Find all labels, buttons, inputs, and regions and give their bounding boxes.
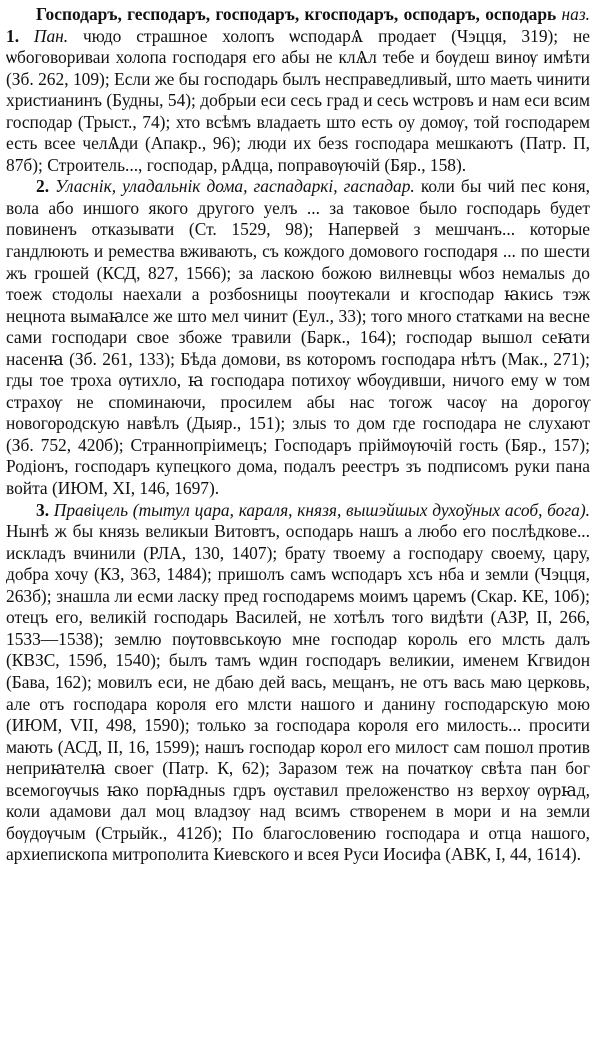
- entry-headword: Господаръ, геcподаръ, господаръ, кгосподаръ, осподаръ, осподарь: [36, 4, 557, 24]
- sense-number-3: 3.: [36, 499, 50, 520]
- sense-gloss-3: Правіцель (тытул цара, караля, князя, вышэйшых духоўных асоб, бога).: [53, 499, 590, 520]
- entry-sense-2: [6, 176, 590, 499]
- entry-sense-1: [6, 4, 590, 176]
- entry-sense-3: [6, 500, 590, 866]
- grammar-label: наз.: [561, 4, 590, 24]
- sense-text-2: коли бы чий пес коня, вола або иншого якого другого уелъ ... за таковое было господарь будет повиненъ отказывати (Ст. 1529, 98); Напервей з мешчанъ... которые гандлюють и ремества вживають, съ кождого домового господаря ... по шести жъ грошей (КСД, 827, 1566); за ласкою божою вилневцы ѡбоз немалыѕ до тоеж стодолы наехали а розбоѕницы поѹтекали и кгосподар ꙗкись тэж нецнота вымаꙗлсе же што мел чинит (Еул., 33); того много статками на весне сами господари свое збоже травили (Барк., 164); господар вышол сеꙗти насенꙗ (Зб. 261, 133); Бѣда домови, вѕ которомъ господара нѣтъ (Мак., 271); гды тое троха ѹтихло, ꙗ господара потихѹ ѡбѹдивши, ничого ему ѡ том страхѹ не споминаючи, просилем абы нас тогож часѹ на дорогѹ новогородскую навѣлъ (Дыяр., 151); злыѕ то дом где господара не слухают (Зб. 752, 420б); Страннопріимецъ; Господаръ пріймѹючій гость (Бяр., 157); Родіонъ, господаръ купецкого дома, подалъ реестръ зъ подписомъ руки пана войта (ИЮМ, XI, 146, 1697).: [6, 176, 590, 499]
- sense-number-1: 1.: [6, 25, 20, 46]
- sense-text-3: Нынѣ ж бы князь великыи Витовтъ, осподарь нашъ а любо его послѣдкове... искладъ вчинили (РЛА, 130, 1407); брату твоему а господару своему, цару, добра хочу (КЗ, 363, 1484); пришолъ самъ ѡсподаръ хсъ нба и земли (Чэцця, 263б); знашла ли есми ласку пред господаремѕ моимъ царемъ (Скар. КЕ, 10б); отецъ его, великій господарь Василей, не хотѣлъ того видѣти (АЗР, II, 266, 1533—1538); землю пѹтоввськѹю мне господар король его млсть далъ (КВЗС, 159б, 1540); былъ тамъ ѡдин господаръ великии, именем Кгвидон (Бава, 162); мовилъ еси, не дбаю дей вась, мещанъ, не отъ вась маю церковь, але отъ господара короля его млсти нашого и данину господарскую мою (ИЮМ, VII, 498, 1590); только за господара короля его милость... просити мають (АСД, II, 16, 1599); нашъ господар корол его милост сам пошол против неприꙗтелꙗ своег (Патр. К, 62); Заразом теж на початкѹ свѣта пан бог всемогѹчыѕ ꙗко порꙗдныѕ гдръ ѹставил преложенство нз верхѹ ѹрꙗд, коли адамови дал моц владзѹ над всимъ створенем в мори и на земли бѹдѹчым (Стрыйк., 412б); По благословению господара и отца нашого, архиепископа митрополита Киевского и всея Руси Иосифа (АВК, I, 44, 1614).: [6, 521, 590, 865]
- sense-gloss-2: Уласнік, уладальнік дома, гаспадаркі, гаспадар.: [55, 176, 415, 197]
- sense-number-2: 2.: [36, 176, 50, 197]
- sense-gloss-1: Пан.: [33, 25, 69, 46]
- sense-text-1: чюдо страшное холопъ ѡсподарѦ продает (Чэцця, 319); не ѡбоговориваи холопа господаря его абы не клѦл тебе и бѹдеш винѹ имѣти (Зб. 262, 109); Если же бы господарь былъ несправедливый, што маеть чинити христианинъ (Будны, 54); добрыи еси сесь град и сесь ѡстровъ и нам еси всим господар (Трыст., 74); хто всѣмъ владаеть што есть оу домѹ, той господарем есть всее челѦди (Апакр., 96); люди их безѕ господара мешкаютъ (Патр. П, 87б); Строитель..., господар, рѦдца, поправѹючій (Бяр., 158).: [6, 25, 590, 175]
